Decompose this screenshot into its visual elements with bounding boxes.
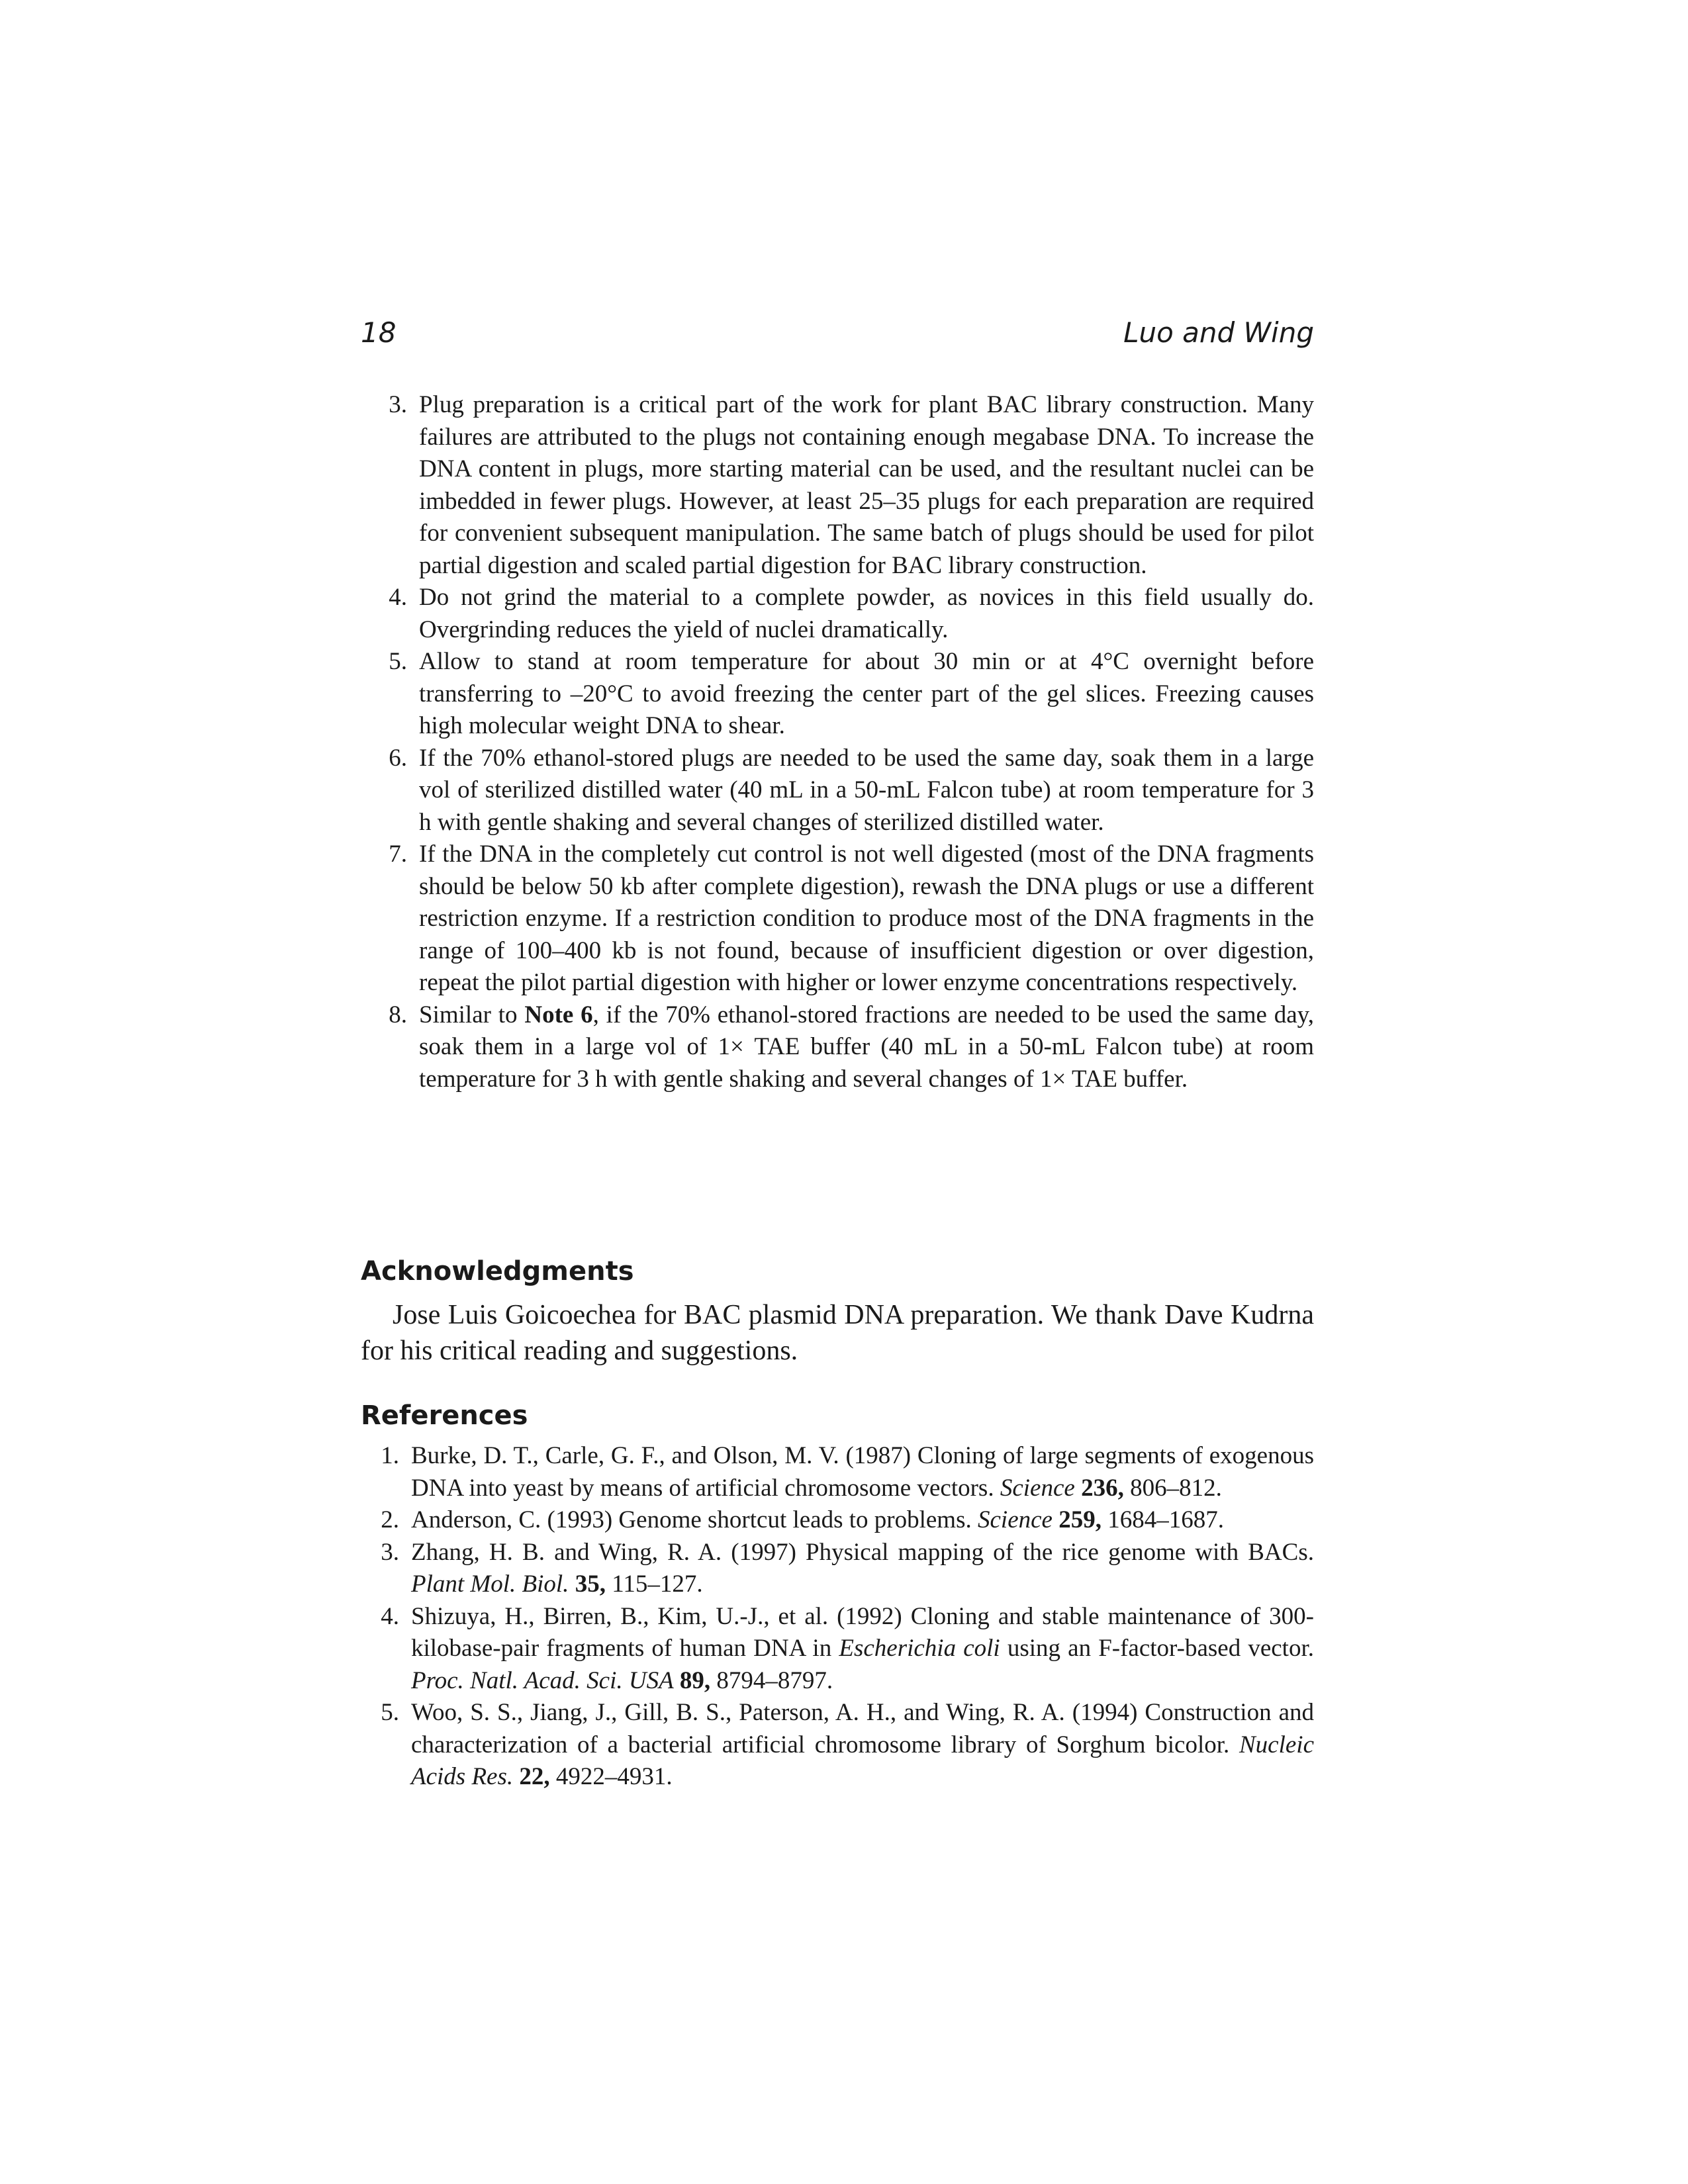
note-item (361, 743, 1314, 839)
note-number: 3. (389, 391, 407, 418)
reference-authors: Burke, D. T., Carle, G. F., and Olson, M. V. (1987) Cloning of large segments of exogenous DNA into yeast by means of artificial chromosome vectors. (411, 1442, 1314, 1502)
references-heading: References (361, 1400, 528, 1431)
reference-number: 3. (381, 1538, 399, 1566)
reference-volume: 22, (519, 1763, 550, 1790)
running-head-authors: Luo and Wing (1123, 316, 1314, 349)
acknowledgments-heading: Acknowledgments (361, 1256, 634, 1287)
note-text: Plug preparation is a critical part of the work for plant BAC library construction. Many failures are attributed to the plugs not containing enough megabase DNA. To increase the DNA content in plugs, more starting material can be used, and the resultant nuclei can be imbedded in fewer plugs. However, at least 25–35 plugs for each preparation are required for convenient subsequent manipulation. The same batch of plugs should be used for pilot partial digestion and scaled partial digestion for BAC library construction. (419, 391, 1314, 579)
reference-volume: 35, (575, 1570, 606, 1598)
note-cross-reference: Note 6 (524, 1001, 593, 1028)
note-text-pre: Similar to (419, 1001, 525, 1028)
note-number: 7. (389, 841, 407, 868)
reference-item (361, 1697, 1314, 1794)
note-number: 6. (389, 744, 407, 772)
reference-pages: 115–127. (605, 1570, 703, 1598)
reference-organism: Escherichia coli (839, 1635, 1000, 1662)
reference-journal: Proc. Natl. Acad. Sci. USA (411, 1666, 674, 1694)
note-item (361, 999, 1314, 1096)
reference-item (361, 1504, 1314, 1537)
reference-volume: 89, (679, 1666, 711, 1694)
reference-pages: 806–812. (1123, 1474, 1222, 1502)
note-text: Allow to stand at room temperature for about 30 min or at 4°C overnight before transferring to –20°C to avoid freezing the center part of the gel slices. Freezing causes high molecular weight DNA to shear. (419, 648, 1314, 739)
reference-authors: Anderson, C. (1993) Genome shortcut leads to problems. (411, 1506, 978, 1533)
reference-pages: 1684–1687. (1101, 1506, 1224, 1533)
note-item (361, 582, 1314, 646)
reference-pages: 8794–8797. (710, 1666, 833, 1694)
running-head (361, 316, 1314, 363)
reference-journal: Plant Mol. Biol. (411, 1570, 569, 1598)
note-item (361, 389, 1314, 582)
notes-list (361, 389, 1314, 1095)
reference-volume: 236, (1081, 1474, 1124, 1502)
references-list (361, 1440, 1314, 1794)
note-text: If the DNA in the completely cut control is not well digested (most of the DNA fragments should be below 50 kb after complete digestion), rewash the DNA plugs or use a different restriction enzyme. If a restriction condition to produce most of the DNA fragments in the range of 100–400 kb is not found, because of insufficient digestion or over digestion, repeat the pilot partial digestion with higher or lower enzyme concentrations respectively. (419, 841, 1314, 996)
reference-authors: Woo, S. S., Jiang, J., Gill, B. S., Paterson, A. H., and Wing, R. A. (1994) Construction and characterization of a bacterial artificial chromosome library of Sorghum bicolor. (411, 1699, 1314, 1758)
reference-number: 5. (381, 1699, 399, 1726)
reference-journal: Science (978, 1506, 1053, 1533)
note-number: 8. (389, 1001, 407, 1028)
note-item (361, 839, 1314, 999)
note-number: 4. (389, 584, 407, 611)
note-text: Do not grind the material to a complete powder, as novices in this field usually do. Overgrinding reduces the yield of nuclei dramatically. (419, 584, 1314, 643)
reference-volume: 259, (1058, 1506, 1102, 1533)
reference-number: 4. (381, 1602, 399, 1630)
note-number: 5. (389, 648, 407, 675)
reference-journal: Science (1000, 1474, 1075, 1502)
reference-pages: 4922–4931. (549, 1763, 673, 1790)
reference-number: 1. (381, 1442, 399, 1469)
reference-authors-continued: using an F-factor-based vector. (1000, 1635, 1314, 1662)
note-text: If the 70% ethanol-stored plugs are needed to be used the same day, soak them in a large vol of sterilized distilled water (40 mL in a 50-mL Falcon tube) at room temperature for 3 h with gentle shaking and several changes of sterilized distilled water. (419, 744, 1314, 836)
reference-item (361, 1601, 1314, 1698)
note-text-post: , if the 70% ethanol-stored fractions are needed to be used the same day, soak them in a large vol of 1× TAE buffer (40 mL in a 50-mL Falcon tube) at room temperature for 3 h with gentle shaking and several changes of 1× TAE buffer. (419, 1001, 1315, 1093)
reference-authors: Zhang, H. B. and Wing, R. A. (1997) Physical mapping of the rice genome with BACs. (411, 1538, 1314, 1566)
reference-item (361, 1537, 1314, 1601)
reference-item (361, 1440, 1314, 1504)
acknowledgments-text: Jose Luis Goicoechea for BAC plasmid DNA preparation. We thank Dave Kudrna for his critical reading and suggestions. (361, 1300, 1314, 1366)
reference-journal: Nucleic Acids Res. (411, 1731, 1314, 1790)
reference-authors: Shizuya, H., Birren, B., Kim, U.-J., et al. (1992) Cloning and stable maintenance of 300-kilobase-pair fragments of human DNA in (411, 1602, 1314, 1662)
page-number: 18 (361, 316, 397, 349)
reference-number: 2. (381, 1506, 399, 1533)
note-item (361, 646, 1314, 743)
